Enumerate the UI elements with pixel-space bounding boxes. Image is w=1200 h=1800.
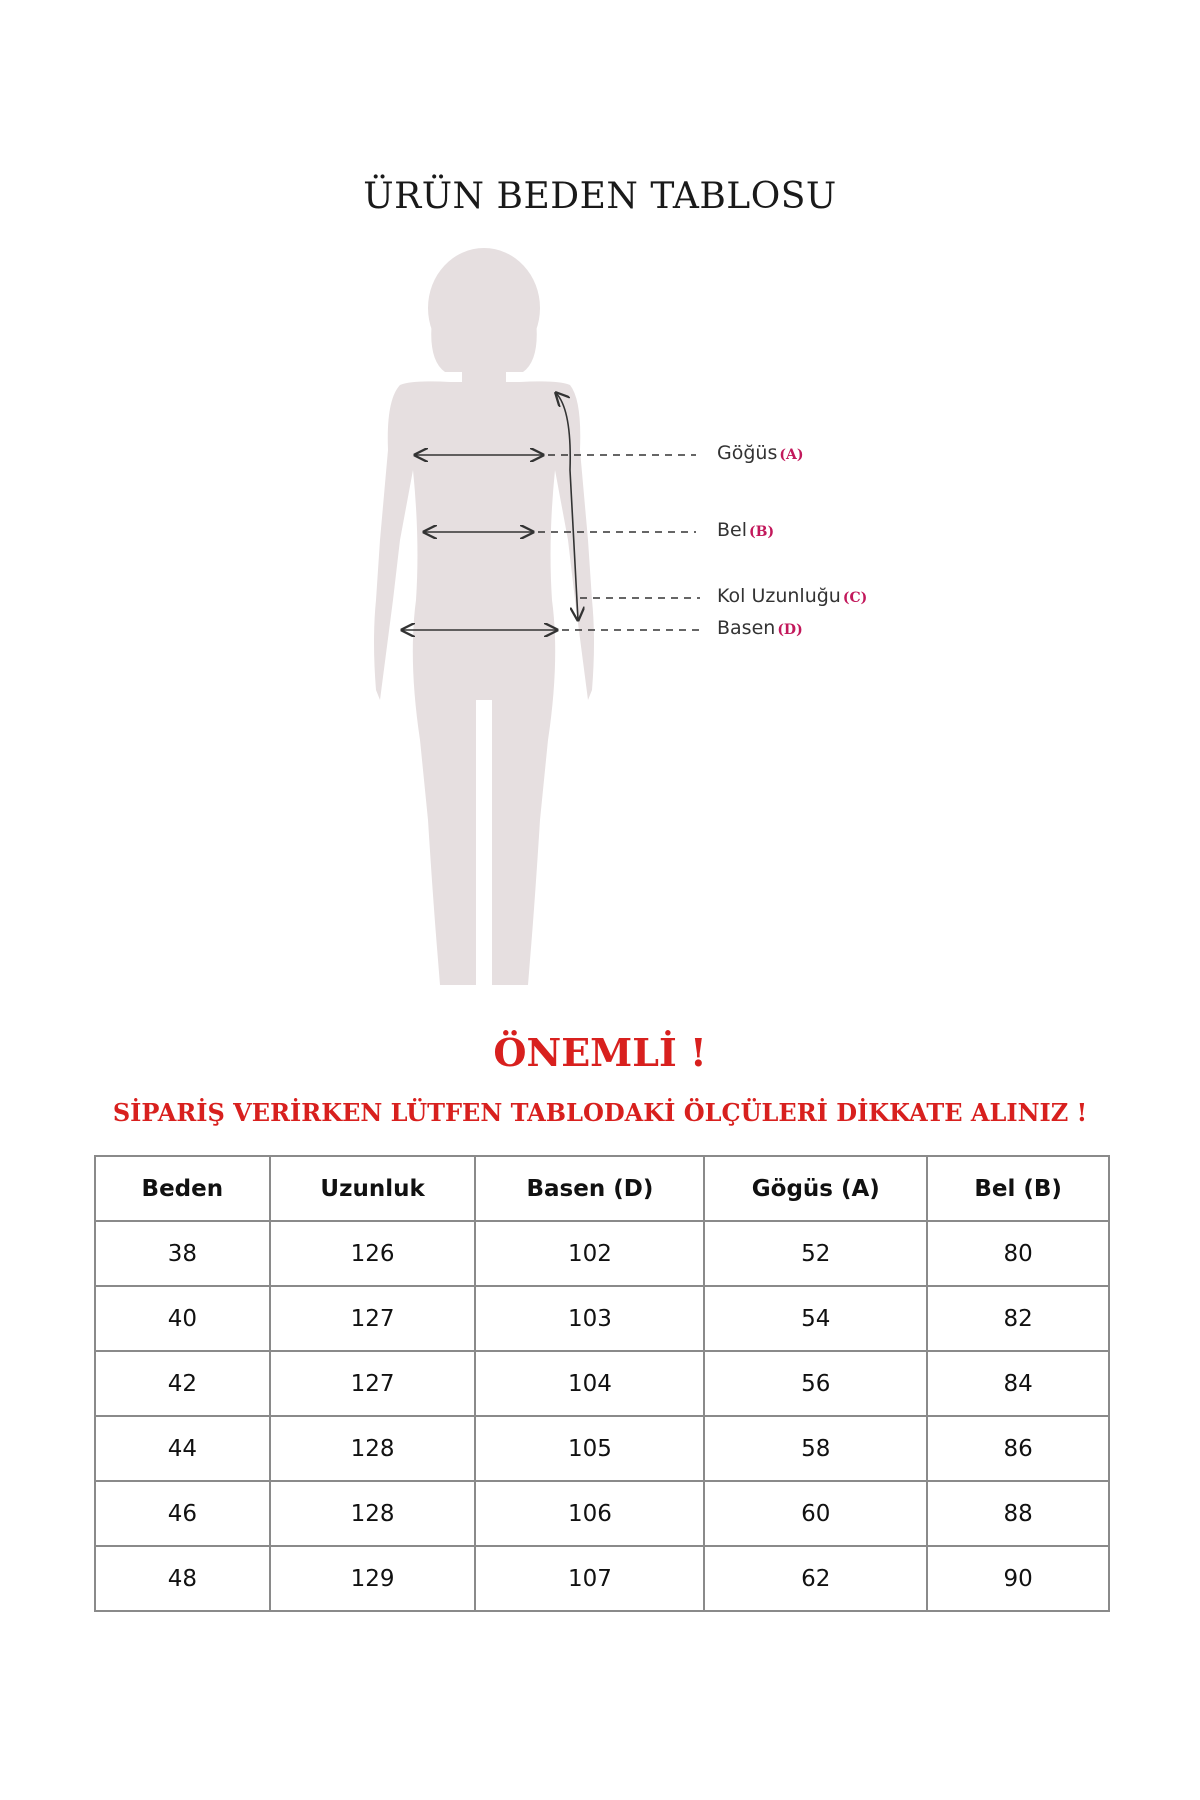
table-row [95, 1546, 1109, 1611]
table-cell: 127 [270, 1351, 476, 1416]
table-cell: 104 [475, 1351, 704, 1416]
table-cell: 86 [927, 1416, 1109, 1481]
table-cell: 107 [475, 1546, 704, 1611]
table-cell: 56 [704, 1351, 927, 1416]
table-cell: 128 [270, 1416, 476, 1481]
header-chest: Gögüs (A) [704, 1156, 927, 1221]
measurement-sleeve-code: (C) [842, 590, 868, 606]
header-waist: Bel (B) [927, 1156, 1109, 1221]
table-cell: 58 [704, 1416, 927, 1481]
measurement-waist-label: Bel [717, 519, 748, 541]
table-cell: 48 [95, 1546, 270, 1611]
table-cell: 60 [704, 1481, 927, 1546]
table-cell: 62 [704, 1546, 927, 1611]
measurement-waist [717, 519, 774, 541]
table-cell: 46 [95, 1481, 270, 1546]
table-row [95, 1286, 1109, 1351]
table-row [95, 1481, 1109, 1546]
measurement-chest-label: Göğüs [717, 442, 778, 464]
measurement-hip-code: (D) [777, 622, 803, 638]
measurement-chest-code: (A) [779, 447, 804, 463]
header-length: Uzunluk [270, 1156, 476, 1221]
table-cell: 52 [704, 1221, 927, 1286]
size-table [94, 1155, 1110, 1612]
measurement-hip-label: Basen [717, 617, 776, 639]
table-cell: 106 [475, 1481, 704, 1546]
measurement-sleeve [717, 585, 867, 607]
important-heading: ÖNEMLİ ! [493, 1030, 707, 1075]
order-warning-text: SİPARİŞ VERİRKEN LÜTFEN TABLODAKİ ÖLÇÜLERİ DİKKATE ALINIZ ! [112, 1098, 1088, 1127]
table-cell: 128 [270, 1481, 476, 1546]
table-cell: 105 [475, 1416, 704, 1481]
table-cell: 42 [95, 1351, 270, 1416]
measurement-chest [717, 442, 803, 464]
table-cell: 40 [95, 1286, 270, 1351]
table-row [95, 1351, 1109, 1416]
table-cell: 103 [475, 1286, 704, 1351]
measurement-waist-code: (B) [749, 524, 775, 540]
woman-silhouette [374, 248, 594, 985]
table-row [95, 1416, 1109, 1481]
table-header-row [95, 1156, 1109, 1221]
table-cell: 38 [95, 1221, 270, 1286]
table-cell: 126 [270, 1221, 476, 1286]
table-cell: 88 [927, 1481, 1109, 1546]
header-hip: Basen (D) [475, 1156, 704, 1221]
table-cell: 102 [475, 1221, 704, 1286]
table-cell: 129 [270, 1546, 476, 1611]
table-cell: 54 [704, 1286, 927, 1351]
table-cell: 80 [927, 1221, 1109, 1286]
table-cell: 127 [270, 1286, 476, 1351]
table-cell: 90 [927, 1546, 1109, 1611]
measurement-hip [717, 617, 803, 639]
table-row [95, 1221, 1109, 1286]
table-cell: 82 [927, 1286, 1109, 1351]
page-title: ÜRÜN BEDEN TABLOSU [363, 176, 837, 217]
table-cell: 44 [95, 1416, 270, 1481]
header-size: Beden [95, 1156, 270, 1221]
table-cell: 84 [927, 1351, 1109, 1416]
measurement-sleeve-label: Kol Uzunluğu [717, 585, 841, 607]
